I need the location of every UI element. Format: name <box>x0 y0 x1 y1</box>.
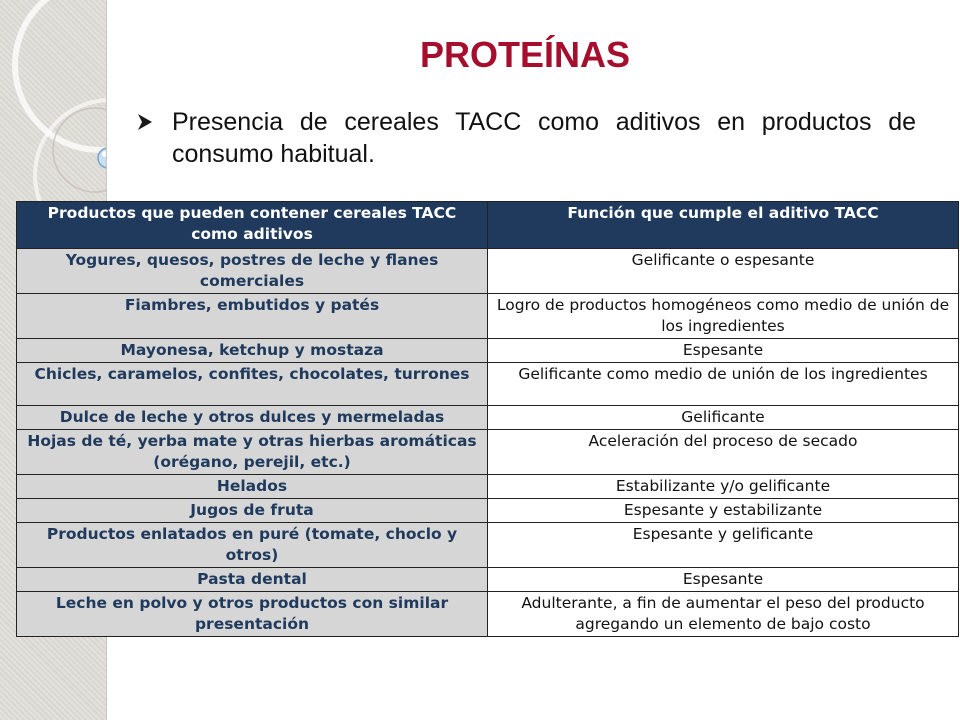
product-cell: Helados <box>17 475 488 499</box>
table-row <box>17 249 959 294</box>
additives-table <box>16 201 959 637</box>
table-row <box>17 475 959 499</box>
product-cell: Dulce de leche y otros dulces y mermeladas <box>17 406 488 430</box>
table-row <box>17 339 959 363</box>
product-cell: Hojas de té, yerba mate y otras hierbas aromáticas (orégano, perejil, etc.) <box>17 430 488 475</box>
function-cell: Adulterante, a fin de aumentar el peso del producto agregando un elemento de bajo costo <box>488 592 959 637</box>
table-row <box>17 499 959 523</box>
header-function: Función que cumple el aditivo TACC <box>488 202 959 249</box>
function-cell: Espesante y gelificante <box>488 523 959 568</box>
function-cell: Espesante y estabilizante <box>488 499 959 523</box>
product-cell: Leche en polvo y otros productos con similar presentación <box>17 592 488 637</box>
function-cell: Estabilizante y/o gelificante <box>488 475 959 499</box>
product-cell: Pasta dental <box>17 568 488 592</box>
bullet-point <box>136 106 916 170</box>
product-cell: Fiambres, embutidos y patés <box>17 294 488 339</box>
product-cell: Mayonesa, ketchup y mostaza <box>17 339 488 363</box>
bullet-text: Presencia de cereales TACC como aditivos en productos de consumo habitual. <box>172 108 916 168</box>
table-row <box>17 363 959 406</box>
function-cell: Aceleración del proceso de secado <box>488 430 959 475</box>
arrow-bullet-icon <box>136 113 154 131</box>
table-row <box>17 568 959 592</box>
table-row <box>17 592 959 637</box>
header-products: Productos que pueden contener cereales TACC como aditivos <box>17 202 488 249</box>
product-cell: Yogures, quesos, postres de leche y flanes comerciales <box>17 249 488 294</box>
function-cell: Gelificante como medio de unión de los ingredientes <box>488 363 959 406</box>
function-cell: Logro de productos homogéneos como medio de unión de los ingredientes <box>488 294 959 339</box>
table-row <box>17 406 959 430</box>
table-row <box>17 294 959 339</box>
function-cell: Gelificante <box>488 406 959 430</box>
product-cell: Jugos de fruta <box>17 499 488 523</box>
table-row <box>17 430 959 475</box>
product-cell: Chicles, caramelos, confites, chocolates, turrones <box>17 363 488 406</box>
function-cell: Espesante <box>488 568 959 592</box>
slide-title: PROTEÍNAS <box>419 34 631 75</box>
table-row <box>17 523 959 568</box>
function-cell: Gelificante o espesante <box>488 249 959 294</box>
table-header-row <box>17 202 959 249</box>
function-cell: Espesante <box>488 339 959 363</box>
product-cell: Productos enlatados en puré (tomate, choclo y otros) <box>17 523 488 568</box>
